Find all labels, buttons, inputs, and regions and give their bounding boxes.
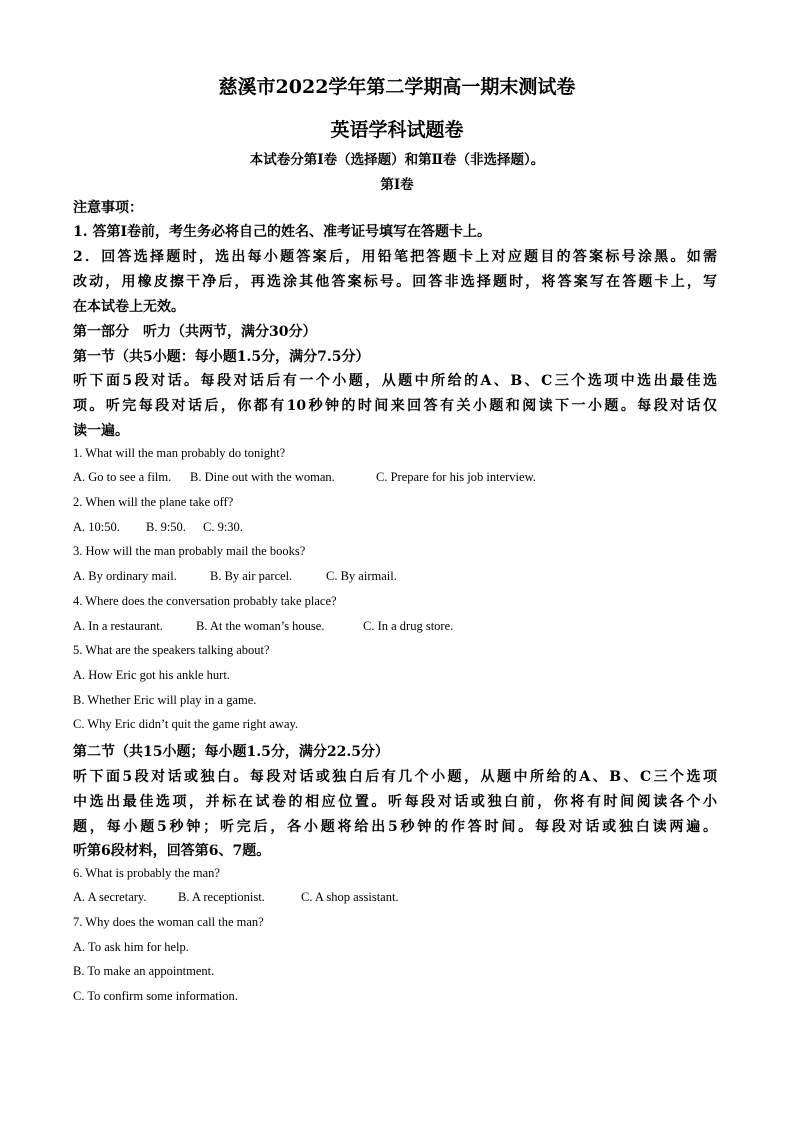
question-1-option-c: C. Prepare for his job interview. — [376, 470, 536, 484]
notice-heading: 注意事项： — [73, 200, 143, 216]
question-2-stem: 2. When will the plane take off? — [73, 495, 234, 509]
section1-instruction-line-1: 听下面5段对话。每段对话后有一个小题，从题中所给的A、B、C三个选项中选出最佳选 — [73, 373, 717, 389]
notice-item-1: 1. 答第Ⅰ卷前，考生务必将自己的姓名、准考证号填写在答题卡上。 — [73, 224, 492, 240]
question-3-stem: 3. How will the man probably mail the books? — [73, 544, 306, 558]
question-3-options — [73, 569, 397, 584]
question-5-option-b: B. Whether Eric will play in a game. — [73, 693, 257, 707]
question-6-option-a: A. A secretary. — [73, 890, 147, 904]
question-7-stem: 7. Why does the woman call the man? — [73, 915, 264, 929]
section1-heading: 第一节（共5小题：每小题1.5分，满分7.5分） — [73, 349, 370, 365]
question-4-option-b: B. At the woman’s house. — [196, 619, 325, 633]
exam-title: 慈溪市2022学年第二学期高一期末测试卷 — [218, 76, 576, 98]
question-5-stem: 5. What are the speakers talking about? — [73, 643, 270, 657]
section1-instruction-line-2: 项。听完每段对话后，你都有10秒钟的时间来回答有关小题和阅读下一小题。每段对话仅 — [73, 398, 717, 414]
section2-instruction-line-1: 听下面5段对话或独白。每段对话或独白后有几个小题，从题中所给的A、B、C三个选项 — [73, 769, 717, 785]
material-6-heading: 听第6段材料，回答第6、7题。 — [73, 843, 271, 859]
notice-item-2-line-2: 改动，用橡皮擦干净后，再选涂其他答案标号。回答非选择题时，将答案写在答题卡上，写 — [73, 274, 717, 290]
question-4-option-c: C. In a drug store. — [363, 619, 454, 633]
subject-title: 英语学科试题卷 — [330, 119, 464, 141]
question-1-options — [73, 470, 536, 485]
question-2-option-b: B. 9:50. — [146, 520, 186, 534]
question-1-option-b: B. Dine out with the woman. — [190, 470, 335, 484]
question-2-option-a: A. 10:50. — [73, 520, 120, 534]
question-2-option-c: C. 9:30. — [203, 520, 243, 534]
question-7-option-b: B. To make an appointment. — [73, 964, 215, 978]
section2-instruction-line-2: 中选出最佳选项，并标在试卷的相应位置。听每段对话或独白前，你将有时间阅读各个小 — [73, 794, 717, 810]
composition-note: 本试卷分第Ⅰ卷（选择题）和第Ⅱ卷（非选择题）。 — [249, 152, 545, 168]
notice-item-2-line-1: 2．回答选择题时，选出每小题答案后，用铅笔把答题卡上对应题目的答案标号涂黑。如需 — [73, 249, 717, 265]
question-5-option-a: A. How Eric got his ankle hurt. — [73, 668, 230, 682]
part1-heading: 第一部分 听力（共两节，满分30分） — [73, 324, 317, 340]
question-1-stem: 1. What will the man probably do tonight? — [73, 446, 286, 460]
question-7-option-c: C. To confirm some information. — [73, 989, 238, 1003]
section2-heading: 第二节（共15小题；每小题1.5分，满分22.5分） — [73, 744, 389, 760]
question-3-option-c: C. By airmail. — [326, 569, 397, 583]
question-4-option-a: A. In a restaurant. — [73, 619, 163, 633]
question-4-stem: 4. Where does the conversation probably take place? — [73, 594, 337, 608]
section2-instruction-line-3: 题，每小题5秒钟；听完后，各小题将给出5秒钟的作答时间。每段对话或独白读两遍。 — [73, 819, 717, 835]
question-3-option-b: B. By air parcel. — [210, 569, 293, 583]
question-7-option-a: A. To ask him for help. — [73, 940, 189, 954]
volume-label: 第Ⅰ卷 — [380, 177, 414, 193]
question-4-options — [73, 619, 453, 634]
question-1-option-a: A. Go to see a film. — [73, 470, 172, 484]
notice-item-2-line-3: 在本试卷上无效。 — [73, 299, 185, 315]
question-6-option-b: B. A receptionist. — [178, 890, 265, 904]
section1-instruction-line-3: 读一遍。 — [73, 423, 129, 439]
question-6-option-c: C. A shop assistant. — [301, 890, 399, 904]
question-5-option-c: C. Why Eric didn’t quit the game right away. — [73, 717, 299, 731]
question-6-options — [73, 890, 399, 905]
question-6-stem: 6. What is probably the man? — [73, 866, 220, 880]
question-3-option-a: A. By ordinary mail. — [73, 569, 177, 583]
question-2-options — [73, 520, 243, 535]
